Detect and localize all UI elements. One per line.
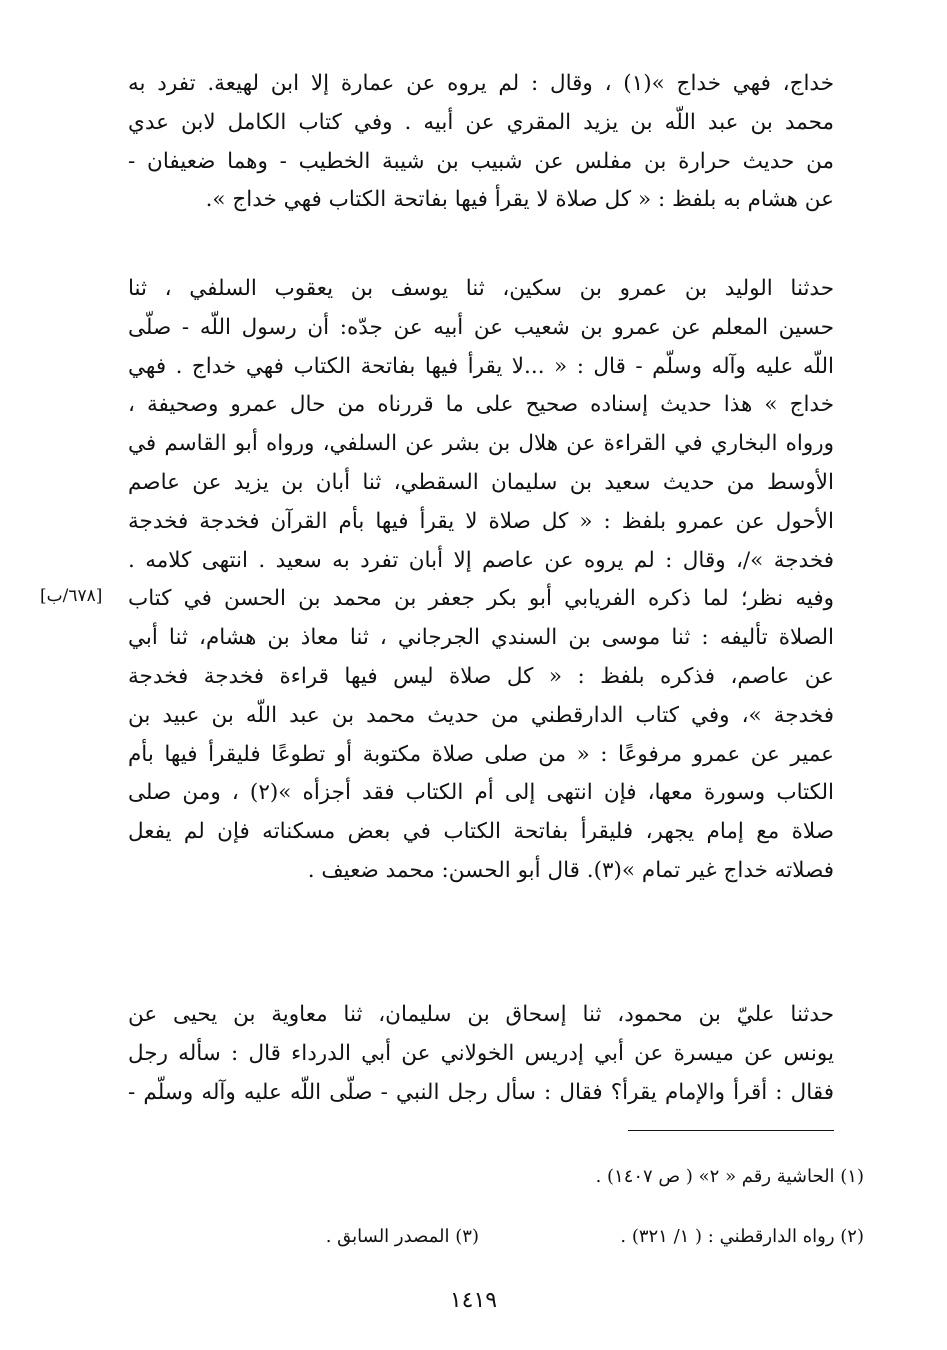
text-line: الصلاة تأليفه : ثنا موسى بن السندي الجرجاني ، ثنا معاذ بن هشام، ثنا أبي — [128, 625, 834, 651]
page-number: ١٤١٩ — [449, 1288, 498, 1313]
paragraph-3 — [128, 996, 834, 1112]
footnote-2: (٢) رواه الدارقطني : ( ١/ ٣٢١) . — [620, 1226, 864, 1247]
text-line: حدثنا الوليد بن عمرو بن سكين، ثنا يوسف بن يعقوب السلفي ، ثنا — [128, 276, 834, 301]
text-line: وفيه نظر؛ لما ذكره الفريابي أبو بكر جعفر بن محمد بن الحسن في كتاب — [128, 586, 834, 612]
manuscript-folio-marker: [٦٧٨/ب] — [40, 586, 103, 606]
text-line: عن عاصم، فذكره بلفظ : « كل صلاة ليس فيها قراءة فخدجة فخدجة — [128, 663, 834, 689]
text-line: محمد بن عبد اللّه بن يزيد المقري عن أبيه . وفي كتاب الكامل لابن عدي — [128, 109, 834, 135]
text-line: عمير عن عمرو مرفوعًا : « من صلى صلاة مكتوبة أو تطوعًا فليقرأ فيها بأم — [128, 741, 834, 767]
text-line: خداج » هذا حديث إسناده صحيح على ما قررناه من حال عمرو وصحيفة ، — [128, 392, 834, 418]
text-line: عن هشام به بلفظ : « كل صلاة لا يقرأ فيها بفاتحة الكتاب فهي خداج ». — [205, 187, 834, 213]
text-line: خداج، فهي خداج »(١) ، وقال : لم يروه عن عمارة إلا ابن لهيعة. تفرد به — [128, 71, 835, 96]
text-line: يونس عن ميسرة عن أبي إدريس الخولاني عن أبي الدرداء قال : سأله رجل — [128, 1040, 834, 1066]
text-line: فخدجة »/، وقال : لم يروه عن عاصم إلا أبان تفرد به سعيد . انتهى كلامه . — [128, 547, 834, 573]
text-line: الكتاب وسورة معها، فإن انتهى إلى أم الكتاب فقد أجزأه »(٢) ، ومن صلى — [128, 780, 835, 806]
text-line: حدثنا عليّ بن محمود، ثنا إسحاق بن سليمان، ثنا معاوية بن يحيى عن — [128, 1002, 834, 1027]
text-line: الأحول عن عمرو بلفظ : « كل صلاة لا يقرأ فيها بأم القرآن فخدجة فخدجة — [128, 508, 834, 534]
footnote-separator — [628, 1130, 834, 1131]
paragraph-2 — [128, 270, 834, 891]
paragraph-1 — [128, 65, 834, 220]
text-line: اللّه عليه وآله وسلّم - قال : « ...لا يقرأ فيها بفاتحة الكتاب فهي خداج . فهي — [128, 353, 834, 379]
text-line: ورواه البخاري في القراءة عن هلال بن بشر عن السلفي، ورواه أبو القاسم في — [128, 431, 834, 457]
text-line: فقال : أقرأ والإمام يقرأ؟ فقال : سأل رجل النبي - صلّى اللّه عليه وآله وسلّم - — [128, 1079, 834, 1105]
footnote-3: (٣) المصدر السابق . — [325, 1226, 479, 1247]
text-line: فصلاته خداج غير تمام »(٣). قال أبو الحسن: محمد ضعيف . — [307, 857, 834, 883]
text-line: صلاة مع إمام يجهر، فليقرأ بفاتحة الكتاب في بعض مسكناته فإن لم يفعل — [128, 819, 834, 845]
text-line: الأوسط من حديث سعيد بن سليمان السقطي، ثنا أبان بن يزيد عن عاصم — [128, 469, 834, 495]
text-line: من حديث حرارة بن مفلس عن شبيب بن شيبة الخطيب - وهما ضعيفان - — [128, 148, 834, 174]
text-line: حسين المعلم عن عمرو بن شعيب عن أبيه عن جدّه: أن رسول اللّه - صلّى — [128, 314, 834, 340]
text-line: فخدجة »، وفي كتاب الدارقطني من حديث محمد بن عبد اللّه بن عبيد بن — [128, 702, 834, 728]
footnote-1: (١) الحاشية رقم « ٢» ( ص ١٤٠٧) . — [595, 1166, 864, 1187]
